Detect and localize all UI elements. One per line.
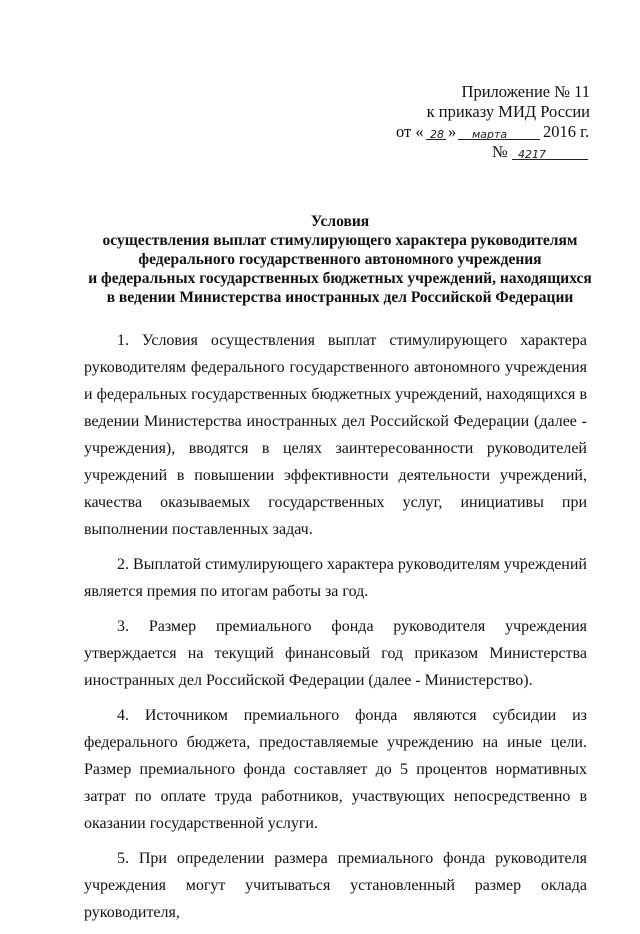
appendix-header (350, 82, 590, 162)
date-day-underline (426, 139, 446, 140)
title-line-4: и федеральных государственных бюджетных учреждений, находящихся (88, 270, 592, 287)
appendix-number-line (350, 142, 590, 162)
date-month: марта (472, 128, 508, 141)
date-day: 28 (430, 128, 444, 141)
title-line-1: Условия (310, 213, 370, 230)
appendix-date-line (350, 122, 590, 142)
document-body (84, 327, 587, 934)
number-underline (512, 159, 588, 160)
paragraph-5: 5. При определении размера премиального фонда руководителя учреждения могут учитываться установленный размер оклада руководителя, (84, 850, 587, 921)
paragraph-2: 2. Выплатой стимулирующего характера руководителям учреждений является премия по итогам работы за год. (84, 556, 587, 600)
appendix-number: Приложение № 11 (461, 82, 590, 101)
title-line-3: федерального государственного автономного учреждения (138, 251, 542, 268)
number-value: 4217 (518, 148, 546, 161)
appendix-order-ref: к приказу МИД России (426, 102, 590, 121)
title-line-2: осуществления выплат стимулирующего характера руководителям (102, 232, 578, 249)
date-mid: » (448, 122, 457, 141)
paragraph-1: 1. Условия осуществления выплат стимулирующего характера руководителям федерального государственного автономного учреждения и федеральных государственных бюджетных учреждений, находящихся в ведении Министерства иностранных дел Российской Федерации (далее - учреждения), вводятся в целях заинтересованности руководителей учреждений в повышении эффективности деятельности учреждений, качества оказываемых государственных услуг, инициативы при выполнении поставленных задач. (84, 332, 587, 538)
date-prefix: от « (396, 122, 424, 141)
document-title (60, 212, 620, 307)
title-line-5: в ведении Министерства иностранных дел Российской Федерации (106, 289, 574, 306)
date-month-underline (458, 139, 540, 140)
paragraph-4: 4. Источником премиального фонда являются субсидии из федерального бюджета, предоставляемые учреждению на иные цели. Размер премиального фонда составляет до 5 процентов нормативных затрат по оплате труда работников, участвующих непосредственно в оказании государственной услуги. (84, 707, 587, 832)
paragraph-3: 3. Размер премиального фонда руководителя учреждения утверждается на текущий финансовый год приказом Министерства иностранных дел Российской Федерации (далее - Министерство). (84, 618, 587, 689)
number-prefix: № (492, 142, 508, 161)
date-year: 2016 г. (543, 122, 590, 141)
